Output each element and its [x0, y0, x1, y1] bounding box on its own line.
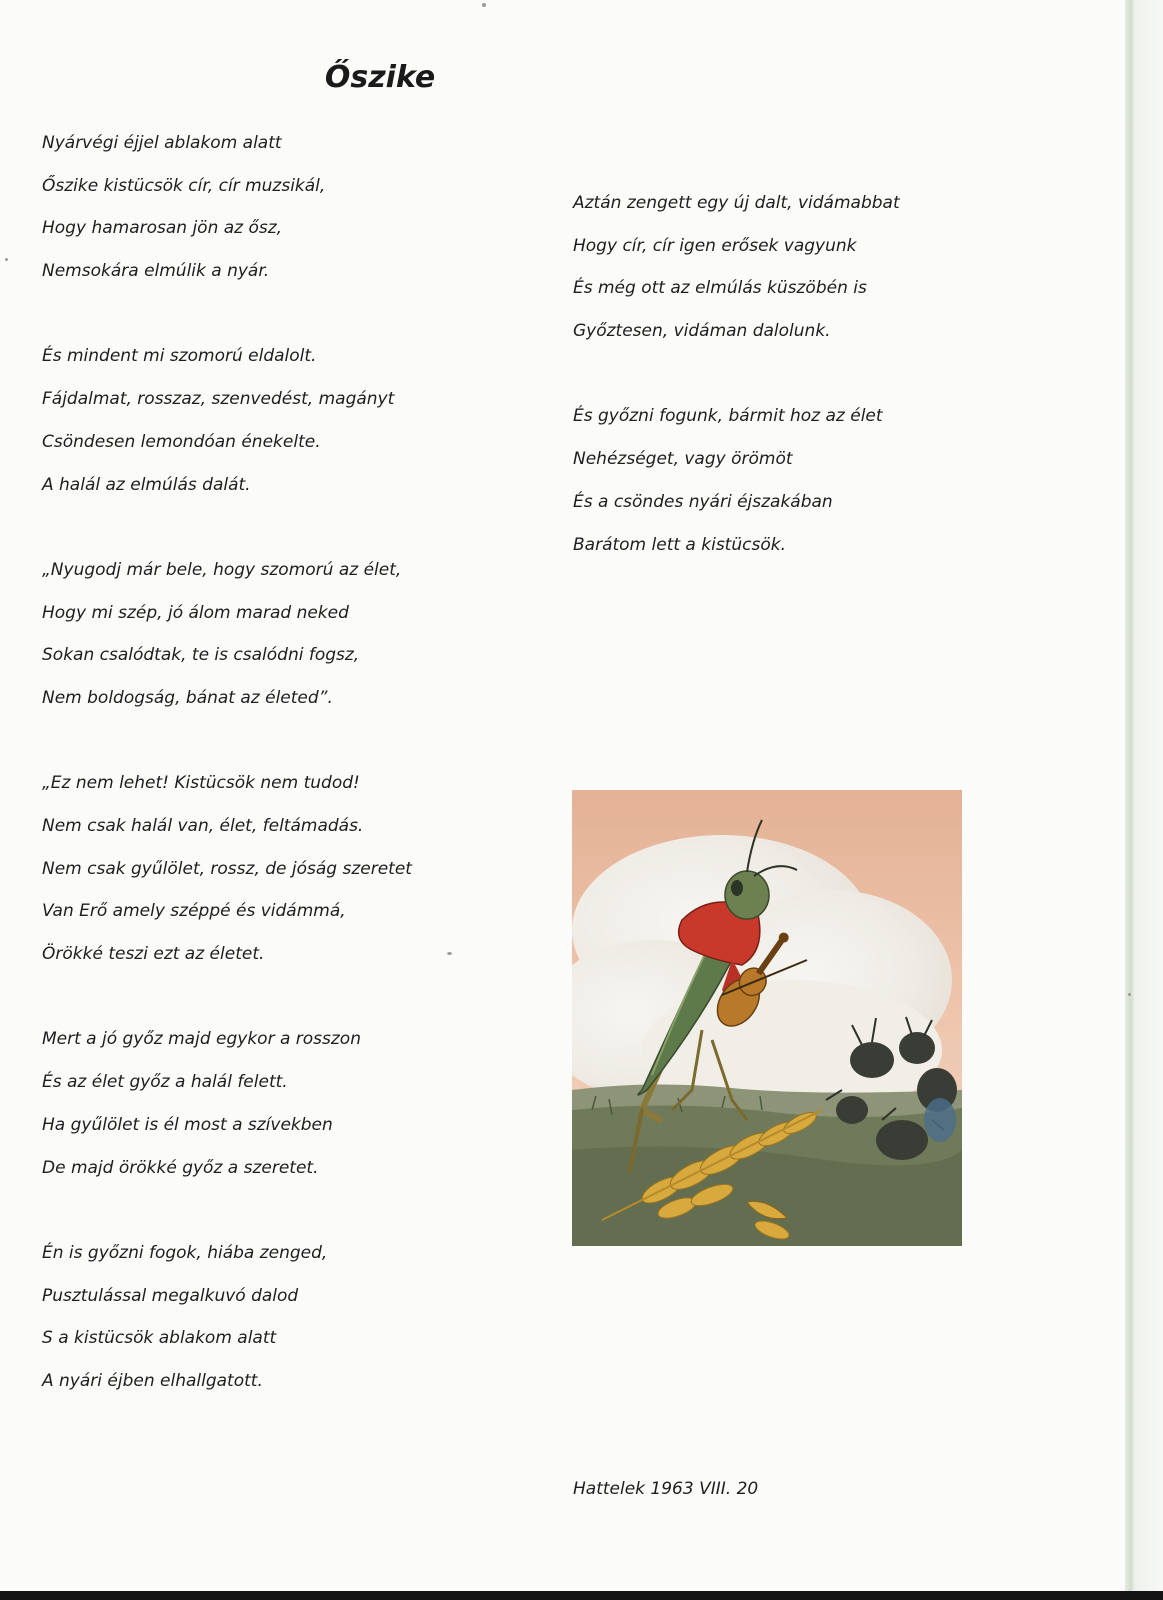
- paper-speck: [482, 3, 486, 7]
- poem-line: Nyárvégi éjjel ablakom alatt: [42, 133, 282, 153]
- poem-line: És a csöndes nyári éjszakában: [573, 491, 833, 512]
- stanza: [42, 131, 412, 302]
- poem-line: Hogy cír, cír igen erősek vagyunk: [573, 235, 857, 256]
- paper-speck: [447, 952, 452, 955]
- poem-line: Őszike kistücsök cír, cír muzsikál,: [42, 175, 326, 196]
- poem-line: Mert a jó győz majd egykor a rosszon: [42, 1029, 361, 1050]
- poem-line: Hogy mi szép, jó álom marad neked: [42, 602, 349, 623]
- stanza-gap: [42, 302, 412, 345]
- poem-line: És mindent mi szomorú eldalolt.: [42, 346, 317, 367]
- poem-line: És még ott az elmúlás küszöbén is: [573, 278, 867, 299]
- poem-line: Nem csak halál van, élet, feltámadás.: [42, 816, 364, 836]
- stanza-gap: [42, 1198, 412, 1241]
- poem-line: Nehézséget, vagy örömöt: [573, 449, 793, 470]
- poem-line: A nyári éjben elhallgatott.: [42, 1370, 263, 1391]
- poem-line: És az élet győz a halál felett.: [42, 1072, 288, 1093]
- stanza-gap: [573, 362, 900, 405]
- poem-line: S a kistücsök ablakom alatt: [42, 1328, 277, 1349]
- poem-line: Aztán zengett egy új dalt, vidámabbat: [573, 193, 900, 213]
- poem-line: Ha gyűlölet is él most a szívekben: [42, 1114, 333, 1135]
- stanza: [42, 1241, 412, 1412]
- poem-line: Győztesen, vidáman dalolunk.: [573, 321, 831, 342]
- signature-date: Hattelek 1963 VIII. 20: [573, 1479, 759, 1499]
- stanza: [42, 1027, 412, 1198]
- cricket-playing-violin-icon: [572, 790, 962, 1246]
- stanza-gap: [42, 729, 412, 772]
- page-edge-shadow: [1125, 0, 1163, 1600]
- poem-left-column: [42, 131, 412, 1412]
- poem-line: Van Erő amely széppé és vidámmá,: [42, 901, 346, 922]
- poem-line: És győzni fogunk, bármit hoz az élet: [573, 406, 883, 427]
- stanza: [42, 558, 412, 729]
- poem-line: Örökké teszi ezt az életet.: [42, 944, 265, 965]
- poem-line: Fájdalmat, rosszaz, szenvedést, magányt: [42, 389, 395, 410]
- poem-line: A halál az elmúlás dalát.: [42, 474, 251, 495]
- stanza: [42, 771, 412, 984]
- paper-speck: [5, 258, 8, 261]
- poem-line: Én is győzni fogok, hiába zenged,: [42, 1242, 328, 1263]
- poem-line: „Nyugodj már bele, hogy szomorú az élet,: [42, 559, 402, 580]
- poem-line: „Ez nem lehet! Kistücsök nem tudod!: [42, 773, 360, 794]
- stanza: [573, 191, 900, 362]
- scan-bottom-edge: [0, 1591, 1163, 1600]
- stanza-gap: [42, 985, 412, 1028]
- poem-line: Nemsokára elmúlik a nyár.: [42, 261, 270, 282]
- poem-line: Pusztulással megalkuvó dalod: [42, 1285, 299, 1306]
- stanza-gap: [42, 515, 412, 558]
- cricket-violin-illustration: [572, 790, 962, 1246]
- poem-line: Hogy hamarosan jön az ősz,: [42, 218, 283, 239]
- poem-title: Őszike: [324, 60, 436, 95]
- stanza: [573, 404, 900, 575]
- poem-line: Csöndesen lemondóan énekelte.: [42, 431, 321, 452]
- paper-speck: [1128, 993, 1131, 996]
- stanza: [42, 344, 412, 515]
- poem-line: Nem boldogság, bánat az életed”.: [42, 687, 333, 708]
- poem-line: Barátom lett a kistücsök.: [573, 534, 786, 555]
- poem-line: Sokan csalódtak, te is csalódni fogsz,: [42, 645, 360, 666]
- poem-line: Nem csak gyűlölet, rossz, de jóság szeretet: [42, 858, 412, 879]
- poem-right-column: [573, 191, 900, 575]
- poem-line: De majd örökké győz a szeretet.: [42, 1157, 319, 1178]
